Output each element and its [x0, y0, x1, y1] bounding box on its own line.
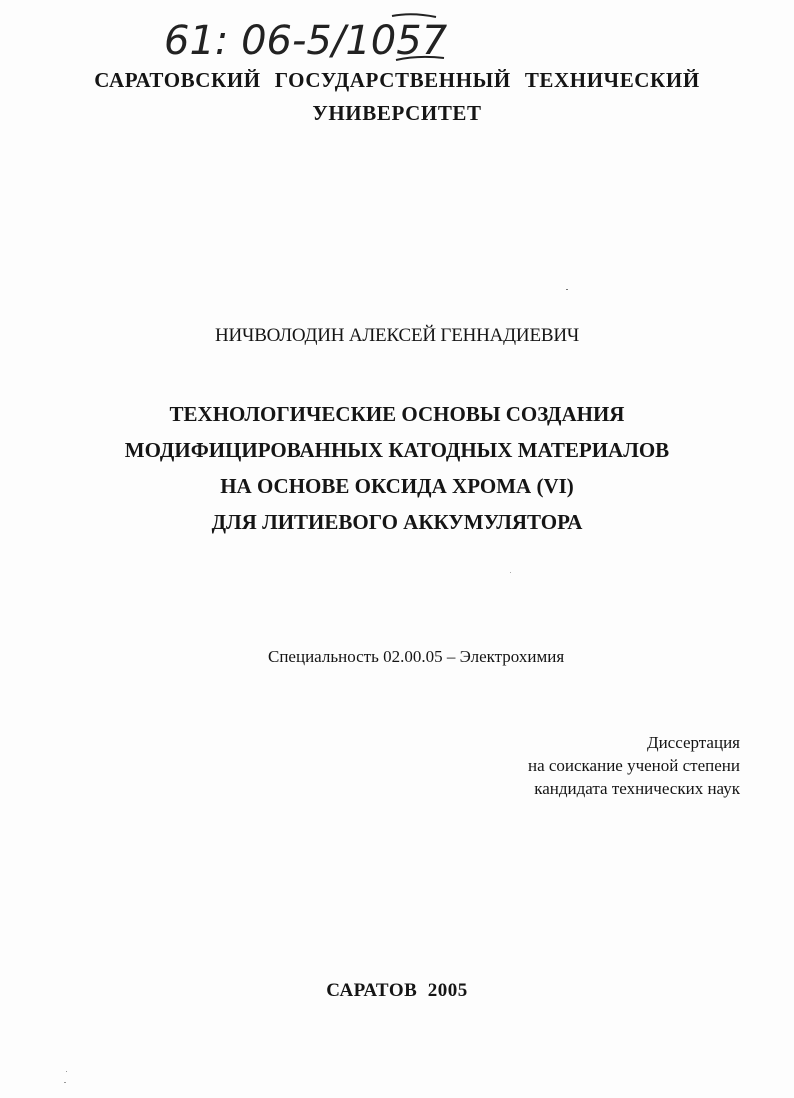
university-word: ТЕХНИЧЕСКИЙ — [524, 68, 700, 92]
degree-statement — [528, 731, 740, 800]
degree-line: кандидата технических наук — [534, 779, 740, 798]
archive-mark-text: 61: 06-5/1057 — [164, 18, 448, 64]
title-line: ТЕХНОЛОГИЧЕСКИЕ ОСНОВЫ СОЗДАНИЯ — [169, 402, 625, 426]
university-word: ГОСУДАРСТВЕННЫЙ — [274, 68, 511, 92]
scan-speck — [510, 572, 511, 573]
dissertation-title — [0, 396, 794, 540]
title-line: ДЛЯ ЛИТИЕВОГО АККУМУЛЯТОРА — [211, 510, 583, 534]
scan-speck — [66, 1071, 67, 1072]
degree-line: Диссертация — [646, 733, 740, 752]
scan-speck — [566, 289, 568, 290]
specialty-line: Специальность 02.00.05 – Электрохимия — [268, 647, 565, 666]
university-line-2: УНИВЕРСИТЕТ — [312, 101, 482, 125]
title-line: МОДИФИЦИРОВАННЫХ КАТОДНЫХ МАТЕРИАЛОВ — [124, 438, 670, 462]
city-and-year: САРАТОВ 2005 — [326, 980, 468, 1001]
university-word: САРАТОВСКИЙ — [94, 68, 261, 92]
handwritten-archive-mark — [160, 8, 460, 64]
degree-line: на соискание ученой степени — [527, 756, 740, 775]
title-line: НА ОСНОВЕ ОКСИДА ХРОМА (VI) — [220, 474, 574, 498]
scan-speck — [64, 1082, 66, 1083]
university-name — [0, 64, 794, 130]
author-name: НИЧВОЛОДИН АЛЕКСЕЙ ГЕННАДИЕВИЧ — [215, 325, 579, 346]
university-line-1 — [0, 64, 794, 97]
